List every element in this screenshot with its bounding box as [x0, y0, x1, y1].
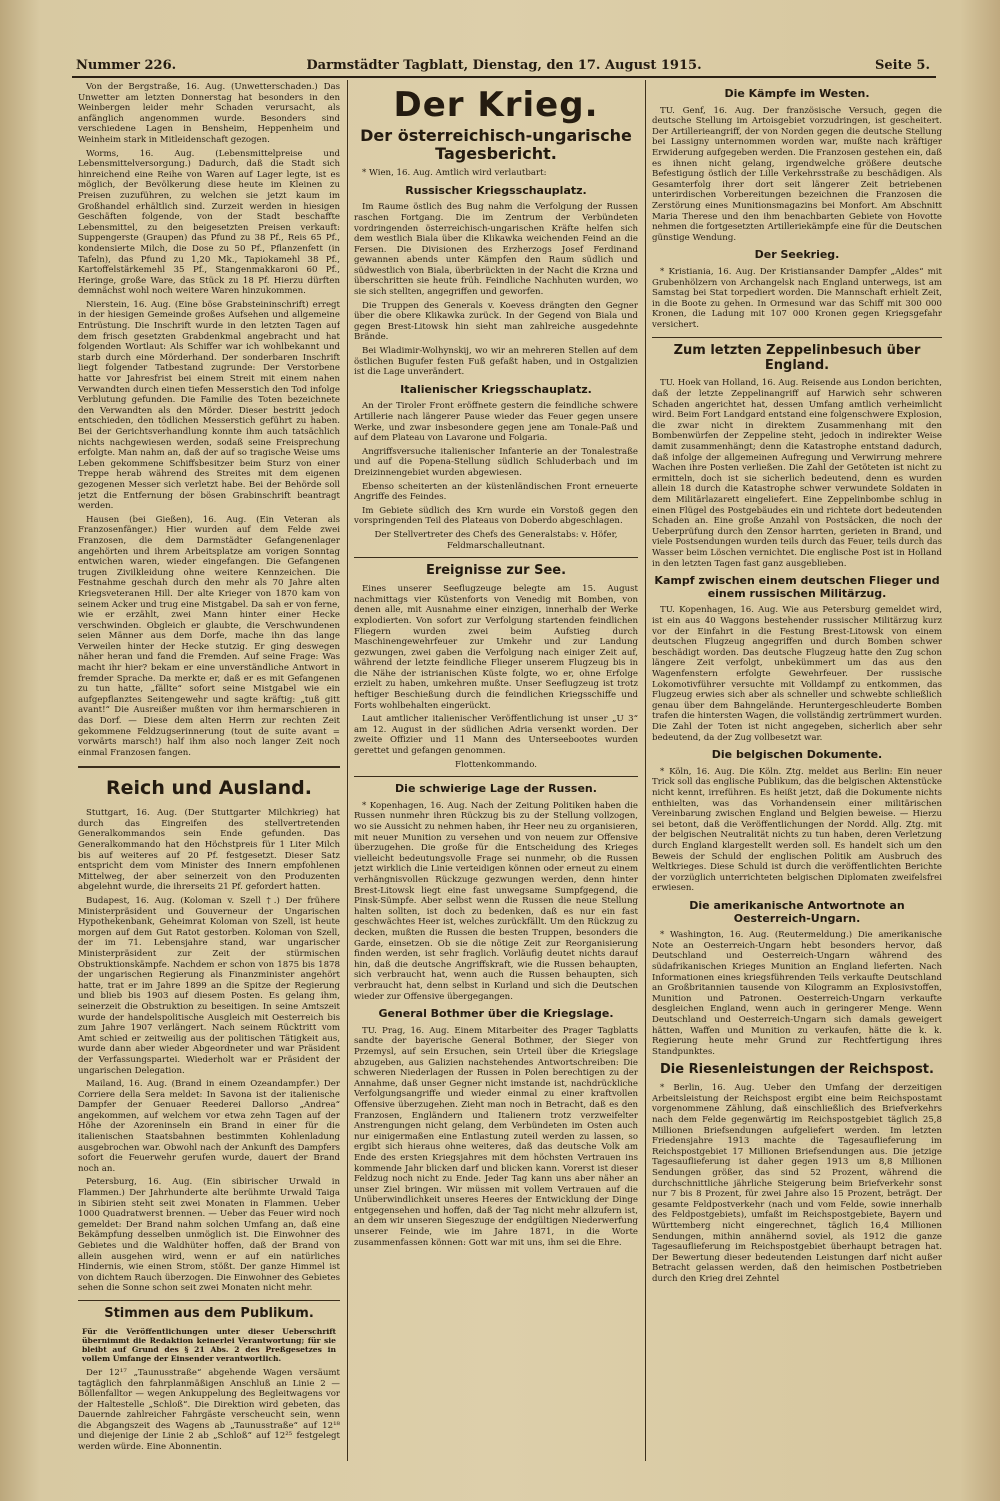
column-rule — [645, 80, 646, 1461]
article-heading: Die Kämpfe im Westen. — [724, 87, 870, 100]
article-heading: General Bothmer über die Kriegslage. — [378, 1007, 614, 1021]
article-paragraph: * Köln, 16. Aug. Die Köln. Ztg. meldet aus Berlin: Ein neuer Trick soll das englische Publikum, das die belgischen Aktenstücke nicht kennt, irreführen. Es heißt jetzt, daß die Dokumente nichts enthielten, was das Vorhandensein einer militärischen Vereinbarung zwischen England und Belgien beweise. — Hierzu sei betont, daß die Veröffentlichungen der Nordd. Allg. Ztg. mit der belgischen Neutralität nichts zu tun haben, deren Verletzung durch England klargestellt werden soll. Es handelt sich um den Beweis der Schuld der englischen Politik am Ausbruch des Weltkrieges. Diese Schuld ist durch die veröffentlichten Berichte der vorzüglich unterrichteten belgischen Diplomaten zweifelsfrei erwiesen. — [652, 766, 942, 894]
article-paragraph: Ebenso scheiterten an der küstenländischen Front erneuerte Angriffe des Feindes. — [354, 481, 638, 503]
article-heading: Zum letzten Zeppelinbesuch über England. — [673, 342, 921, 373]
section-heading: Stimmen aus dem Publikum. — [104, 1305, 314, 1321]
article-paragraph: Eines unserer Seeflugzeuge belegte am 15. August nachmittags vier Küstenforts von Venedig mit Bomben, von denen alle, mit Ausnahme einer einzigen, innerhalb der Werke explodierten. Von sofort zur Verfolgung startenden feindlichen Fliegern wurden zwei beim Aufstieg durch Maschinengewehrfeuer zur Umkehr und zur Landung gezwungen, zwei gaben die Verfolgung nach einiger Zeit auf, während der letzte feindliche Flieger unserem Flugzeug bis in die Nähe der istrianischen Küste folgte, wo er, ohne Erfolge erzielt zu haben, umkehren mußte. Unser Seeflugzeug ist trotz heftiger Beschießung durch die feindlichen Kriegsschiffe und Forts wohlbehalten eingerückt. — [354, 584, 638, 711]
column-left — [78, 82, 340, 1461]
article-paragraph: Laut amtlicher italienischer Veröffentlichung ist unser „U 3“ am 12. August in der südlichen Adria versenkt worden. Der zweite Offizier und 11 Mann des Unterseebootes wurden gerettet und gefangen genommen. — [354, 714, 638, 757]
article-paragraph: * Washington, 16. Aug. (Reutermeldung.) Die amerikanische Note an Oesterreich-Ungarn hebt besonders hervor, daß Deutschland und Oesterreich-Ungarn während des südafrikanischen Krieges Munition an England lieferten. Nach Informationen eines kriegsführenden Teils verkaufte Deutschland an Großbritannien tausende von Kilogramm an Explosivstoffen, Munition und Patronen. Oesterreich-Ungarn verkaufte desgleichen England, wenn auch in geringerer Menge. Wenn Deutschland und Oesterreich-Ungarn sich damals geweigert hätten, Waffen und Munition zu verkaufen, hätte die k. k. Regierung heute mehr Grund zur Rechtfertigung ihres Standpunktes. — [652, 930, 942, 1057]
section-heading: Reich und Ausland. — [106, 777, 312, 800]
article-paragraph: Angriffsversuche italienischer Infanterie an der Tonalestraße und auf die Popena-Stellung südlich Schluderbach und im Dreizinnengebiet wurden abgewiesen. — [354, 446, 638, 479]
column-middle — [354, 82, 638, 1461]
section-divider — [354, 557, 638, 558]
section-divider — [652, 337, 942, 338]
subheading: Russischer Kriegsschauplatz. — [405, 183, 587, 197]
article-paragraph: * Wien, 16. Aug. Amtlich wird verlautbart: — [362, 168, 547, 179]
column-rule — [347, 80, 348, 1461]
article-paragraph: * Kopenhagen, 16. Aug. Nach der Zeitung Politiken haben die Russen nunmehr ihren Rückzug bis zu der Stellung vollzogen, wo sie Aussicht zu nehmen haben, ihr Heer neu zu organisieren, mit neuer Munition zu versehen und von neuem zur Offensive überzugehen. Die große für die Entscheidung des Krieges vielleicht bedeutungsvolle Frage sei nunmehr, ob die Russen jetzt wirklich die Linie verteidigen können oder erneut zu einem verhängnisvollen Rückzuge gezwungen werden, denn hinter Brest-Litowsk liegt eine fast unwegsame Sumpfgegend, die Pinsk-Sümpfe. Aber selbst wenn die Russen die neue Stellung halten sollten, ist doch zu bedenken, daß es nur ein fast geschwächtes Heer ist, welches zurückfällt. Um den Rückzug zu decken, mußten die Russen die besten Truppen, besonders die Garde, einsetzen. Ob sie die nötige Zeit zur Reorganisierung finden werden, ist sehr fraglich. Vorläufig deutet nichts darauf hin, daß die deutsche Angriffskraft, wie die Russen behaupten, sich verbraucht hat, wenn auch die Russen behaupten, sich verbraucht hat, denn selbst in Kurland und sich die Deutschen wieder zur Offensive übergegangen. — [354, 800, 638, 1002]
issue-number: Nummer 226. — [76, 58, 177, 73]
article-paragraph: TU. Genf, 16. Aug. Der französische Versuch, gegen die deutsche Stellung im Artoisgebiet vorzudringen, ist gescheitert. Der Artillerieangriff, der von Norden gegen die deutsche Stellung bei Lassigny unternommen worden war, mußte nach kräftiger Erwiderung aufgegeben werden. Die Franzosen gestehen ein, daß es ihnen nicht gelang, irgendwelche größere deutsche Befestigung östlich der Lille Verkehrsstraße zu beschädigen. Als Gesamterfolg ihrer dort seit längerer Zeit betriebenen unterirdischen Vorbereitungen bezeichnen die Franzosen die Zerstörung eines Munitionsmagazins bei Monfort. Am Abschnitt Maria Therese und den ihm benachbarten Gebiete von Hovotte nehmen die fortgesetzten Artilleriekämpfe eine für die Deutschen günstige Wendung. — [652, 105, 942, 243]
article-paragraph: TU. Prag, 16. Aug. Einem Mitarbeiter des Prager Tagblatts sandte der bayerische General Bothmer, der Sieger von Przemysl, auf sein Ersuchen, sein Urteil über die Kriegslage abzugeben, aus Galizien nachstehendes Antwortschreiben: Die schweren Niederlagen der Russen in Polen berechtigen zu der Annahme, daß unser Gegner nicht imstande ist, nachdrückliche Verfolgungsangriffe und wieder einmal zu einer kraftvollen Offensive überzugehen. Zieht man noch in Betracht, daß es den Franzosen, Engländern und Italienern trotz verzweifelter Anstrengungen nicht gelang, dem Verbündeten im Osten auch nur einigermaßen eine Entlastung zuteil werden zu lassen, so ergibt sich hieraus ohne weiteres, daß das deutsche Volk am Ende des ersten Kriegsjahres mit dem höchsten Vertrauen ins kommende Jahr blicken darf und blicken kann. Vorerst ist dieser Feldzug noch nicht zu Ende. Jeder Tag kann uns aber näher an unser Ziel bringen. Wir müssen mit vollem Vertrauen auf die Unüberwindlichkeit unseres Heeres der Entwicklung der Dinge entgegensehen und hoffen, daß der Tag nicht mehr allzufern ist, an dem wir unseren Siegeszuge der endgültigen Niederwerfung unserer Feinde, wie im Jahre 1871, in die Worte zusammenfassen können: Gott war mit uns, ihm sei die Ehre. — [354, 1025, 638, 1248]
signature-line: Flottenkommando. — [454, 759, 537, 770]
article-heading: Kampf zwischen einem deutschen Flieger und einem russischen Militärzug. — [654, 574, 940, 600]
article-paragraph: * Kristiania, 16. Aug. Der Kristiansander Dampfer „Aldes“ mit Grubenhölzern von Archangelsk nach England unterwegs, ist am Samstag bei Stat torpediert worden. Die Mannschaft erhielt Zeit, in die Boote zu gehen. In Ormesund war das Schiff mit 300 000 Kronen, die Ladung mit 107 000 Kronen gegen Kriegsgefahr versichert. — [652, 267, 942, 330]
article-paragraph: TU. Hoek van Holland, 16. Aug. Reisende aus London berichten, daß der letzte Zeppelinangriff auf Harwich sehr schweren Schaden angerichtet hat, dessen Umfang amtlich verheimlicht wird. Beim Fort Landgard entstand eine folgenschwere Explosion, die zwar nicht in direktem Zusammenhang mit den Bombenwürfen der Zeppeline steht, jedoch in indirekter Weise damit zusammenhängt; denn die Katastrophe entstand dadurch, daß infolge der allgemeinen Aufregung und Verwirrung mehrere Wachen ihre Posten verließen. Die Zahl der Getöteten ist nicht zu ermitteln, doch ist sie sicherlich bedeutend, denn es wurden allein 18 durch die Katastrophe schwer verwundete Soldaten in dem Militärlazarett eingeliefert. Eine Zeppelinbombe schlug in einen Flügel des Postgebäudes ein und richtete dort bedeutenden Schaden an. Eine große Anzahl von Postsäcken, die noch der Ueberprüfung durch den Zensor harrten, gerieten in Brand, und viele Postsendungen wurden teils durch das Feuer, teils durch das Wasser beim Löschen vernichtet. Die englische Post ist in Holland in den letzten Tagen fast ganz ausgeblieben. — [652, 378, 942, 569]
article-paragraph: Stuttgart, 16. Aug. (Der Stuttgarter Milchkrieg) hat durch das Eingreifen des stellvertretenden Generalkommandos sein Ende gefunden. Das Generalkommando hat den Höchstpreis für 1 Liter Milch bis auf weiteres auf 20 Pf. festgesetzt. Dieser Satz entspricht dem vom Minister des Innern empfohlenen Mittelweg, der aber seinerzeit von den Produzenten abgelehnt wurde, die ihrerseits 21 Pf. gefordert hatten. — [78, 808, 340, 893]
article-heading: Die schwierige Lage der Russen. — [395, 782, 597, 796]
masthead-title: Darmstädter Tagblatt, Dienstag, den 17. August 1915. — [306, 58, 702, 73]
article-heading: Die belgischen Dokumente. — [711, 748, 883, 762]
editorial-note: Für die Veröffentlichungen unter dieser Ueberschrift übernimmt die Redaktion keinerlei Verantwortung; für sie bleibt auf Grund des § 21 Abs. 2 des Preßgesetzes in vollem Umfange der Einsender verantwortlich. — [82, 1326, 336, 1363]
subheading: Italienischer Kriegsschauplatz. — [400, 382, 592, 396]
article-paragraph: Budapest, 16. Aug. (Koloman v. Szell †.) Der frühere Ministerpräsident und Gouverneur der Ungarischen Hypothekenbank, Geheimrat Koloman von Szell, ist heute morgen auf dem Gut Ratot gestorben. Koloman von Szell, der im 71. Lebensjahre stand, war ungarischer Ministerpräsident zur Zeit der stürmischen Obstruktionskämpfe. Nachdem er schon von 1875 bis 1878 der ungarischen Regierung als Finanzminister angehört hatte, trat er im Jahre 1899 an die Spitze der Regierung und blieb bis 1903 auf diesem Posten. Es gelang ihm, seinerzeit die Obstruktion zu beseitigen. In seine Amtszeit wurde der handelspolitische Ausgleich mit Oesterreich bis zum Jahre 1907 verlängert. Nach seinem Rücktritt vom Amt schied er zeitweilig aus der politischen Tätigkeit aus, wurde dann aber wieder Abgeordneter und war Präsident der Verfassungspartei. Wiederholt war er Präsident der ungarischen Delegation. — [78, 896, 340, 1076]
article-paragraph: Petersburg, 16. Aug. (Ein sibirischer Urwald in Flammen.) Der Jahrhunderte alte berühmte Urwald Taiga in Sibirien steht seit zwei Monaten in Flammen. Ueber 1000 Quadratwerst brennen. — Ueber das Feuer wird noch gemeldet: Der Brand nahm solchen Umfang an, daß eine Bekämpfung desselben unmöglich ist. Die Einwohner des Gebietes und die Waldhüter hoffen, daß der Brand von allein ausgehen wird, wenn er auf ein natürliches Hindernis, wie einen Strom, stößt. Der ganze Himmel ist von dichtem Rauch überzogen. Die Einwohner des Gebietes sehen die Sonne schon seit zwei Monaten nicht mehr. — [78, 1177, 340, 1294]
article-paragraph: Von der Bergstraße, 16. Aug. (Unwetterschaden.) Das Unwetter am letzten Donnerstag hat besonders in den Weinbergen leider mehr Schaden verursacht, als anfänglich angenommen wurde. Besonders sind verschiedene Lagen in Bensheim, Heppenheim und Weinheim stark in Mitleidenschaft gezogen. — [78, 82, 340, 145]
article-heading: Die amerikanische Antwortnote an Oesterreich-Ungarn. — [689, 898, 905, 925]
article-paragraph: * Berlin, 16. Aug. Ueber den Umfang der derzeitigen Arbeitsleistung der Reichspost ergibt eine beim Reichspostamt vorgenommene Zählung, daß einschließlich des Briefverkehrs nach dem Felde gegenwärtig im Reichspostgebiet täglich 25,8 Millionen Briefsendungen aufgeliefert werden. Im letzten Friedensjahre 1913 machte die Tagesauflieferung im Reichspostgebiet 17 Millionen Briefsendungen aus. Die jetzige Tagesauflieferung ist daher gegen 1913 um 8,8 Millionen Sendungen größer, das sind 52 Prozent, während die durchschnittliche jährliche Steigerung beim Briefverkehr sonst nur 7 bis 8 Prozent, für zwei Jahre also 15 Prozent, beträgt. Der gesamte Feldpostverkehr (nach und vom Felde, sowie innerhalb des Feldpostgebiets), umfaßt im Reichspostgebiete, Bayern und Württemberg nicht eingerechnet, täglich 16,4 Millionen Sendungen, mithin annähernd soviel, als 1912 die ganze Tagesauflieferung im Reichspostgebiet überhaupt betragen hat. Der Bewertung dieser bedeutenden Leistungen darf nicht außer Betracht gelassen werden, daß den heimischen Postbetrieben durch den Krieg drei Zehntel — [652, 1083, 942, 1284]
signature-line: Der Stellvertreter des Chefs des Generalstabs: v. Höfer, Feldmarschalleutnant. — [374, 530, 618, 551]
article-paragraph: Worms, 16. Aug. (Lebensmittelpreise und Lebensmittelversorgung.) Dadurch, daß die Stadt sich hinreichend eine Reihe von Waren auf Lager legte, ist es möglich, der Bevölkerung diese heute im Kleinen zu Preisen zuzuführen, zu welchen sie jetzt kaum im Großhandel erhältlich sind. Zurzeit werden in hiesigen Geschäften folgende, von der Stadt beschaffte Lebensmittel, zu den beigesetzten Preisen verkauft: Suppengerste (Graupen) das Pfund zu 38 Pf., Reis 65 Pf., kondensierte Milch, die Dose zu 50 Pf., Pflanzenfett (in Tafeln), das Pfund zu 1,20 Mk., Tapiokamehl 38 Pf., Kartoffelstärkemehl 35 Pf., Stangenmakkaroni 60 Pf., Heringe, große Ware, das Stück zu 18 Pf. Hierzu dürften demnächst wohl noch weitere Waren hinzukommen. — [78, 148, 340, 297]
article-paragraph: Nierstein, 16. Aug. (Eine böse Grabsteininschrift) erregt in der hiesigen Gemeinde großes Aufsehen und allgemeine Entrüstung. Die Inschrift wurde in den letzten Tagen auf dem frisch gesetzten Grabdenkmal angebracht und hat folgenden Wortlaut: Als Schiffer war ich wohlbekannt und starb durch eine Mörderhand. Der sonderbaren Inschrift liegt folgender Tatbestand zugrunde: Der Verstorbene hatte vor Jahresfrist bei einem Streit mit einem nahen Verwandten durch einen tiefen Messerstich den Tod infolge Verblutung gefunden. Die Familie des Toten bezeichnete den Verwandten als den Mörder. Dieser bestritt jedoch entschieden, den tödlichen Messerstich geführt zu haben. Bei der Gerichtsverhandlung konnte ihm auch tatsächlich nichts nachgewiesen werden, sodaß seine Freisprechung erfolgte. Man nahm an, daß der auf so tragische Weise ums Leben gekommene Schiffsbesitzer beim Sturz von einer Treppe herab während des Streites mit dem eigenen gezogenen Messer sich verletzt habe. Bei der Behörde soll jetzt die Entfernung der bösen Grabinschrift beantragt werden. — [78, 299, 340, 512]
section-divider — [78, 766, 340, 768]
article-paragraph: Im Raume östlich des Bug nahm die Verfolgung der Russen raschen Fortgang. Die im Zentrum der Verbündeten vordringenden österreichisch-ungarischen Kräfte helfen sich dem westlich Biala über die Klikawka weichenden Feind an die Fersen. Die Divisionen des Erzherzogs Josef Ferdinand gewannen abends unter Kämpfen den Raum südlich und südwestlich von Biala, überbrückten in der Nacht die Krzna und überschritten sie heute früh. Feindliche Nachhuten wurden, wo sie sich stellten, angegriffen und geworfen. — [354, 202, 638, 298]
article-paragraph: An der Tiroler Front eröffnete gestern die feindliche schwere Artillerie nach längerer Pause wieder das Feuer gegen unsere Werke, und zwar insbesondere gegen jene am Tonale-Paß und auf dem Plateau von Lavarone und Folgaria. — [354, 401, 638, 444]
article-heading: Die Riesenleistungen der Reichspost. — [660, 1062, 934, 1078]
article-heading: Der österreichisch-ungarische Tagesbericht. — [360, 126, 632, 164]
column-right — [652, 82, 942, 1461]
article-paragraph: Mailand, 16. Aug. (Brand in einem Ozeandampfer.) Der Corriere della Sera meldet: In Savona ist der italienische Dampfer der Genuaer Reederei Dallorso „Andrea“ angekommen, auf welchem vor etwa zehn Tagen auf der Höhe der Azoreninseln ein Brand in einer für die italienischen Staatsbahnen bestimmten Kohlenladung ausgebrochen war. Obwohl nach der Ankunft des Dampfers sofort die Feuerwehr gerufen wurde, dauert der Brand noch an. — [78, 1079, 340, 1174]
article-paragraph: Hausen (bei Gießen), 16. Aug. (Ein Veteran als Franzosenfänger.) Hier wurden auf dem Felde zwei Franzosen, die dem Darmstädter Gefangenenlager angehörten und ihrem Arbeitsplatze am vorigen Sonntag entwichen waren, wieder eingefangen. Die Gefangenen trugen Zivilkleidung ohne weitere Kennzeichen. Die Festnahme geschah durch den mehr als 70 Jahre alten Kriegsveteranen Hill. Der alte Krieger von 1870 kam von seinem Acker und trug eine Mistgabel. Da sah er von ferne, wie er erzählt, zwei Mann hinter einer Hecke verschwinden. Obgleich er glaubte, die Verschwundenen seien Männer aus dem Dorfe, mache ihn das lange Verweilen hinter der Hecke stutzig. Er ging deswegen näher heran und fand die Fremden. Auf seine Frage: Was macht ihr hier? bekam er eine unverständliche Antwort in fremder Sprache. Da merkte er, daß er es mit Gefangenen zu tun hatte, „fällte“ sofort seine Mistgabel wie ein aufgepflanztes Seitengewehr und sagte kräftig: „tuß gitt avant!“ Die Ausreißer mußten vor ihm hermarschieren in das Dorf. — Diese dem alten Herrn zur rechten Zeit gekommene Feldzugserinnerung (tout de suite avant = vorwärts marsch!) half ihm also noch langer Zeit noch einmal Franzosen fangen. — [78, 514, 340, 758]
article-paragraph: Im Gebiete südlich des Krn wurde ein Vorstoß gegen den vorspringenden Teil des Plateaus von Doberdo abgeschlagen. — [354, 505, 638, 527]
article-heading: Ereignisse zur See. — [425, 563, 567, 579]
article-paragraph: Bei Wladimir-Wolhynskij, wo wir an mehreren Stellen auf dem östlichen Bugufer festen Fuß gefaßt haben, und in Ostgalizien ist die Lage unverändert. — [354, 346, 638, 378]
article-paragraph: Die Truppen des Generals v. Koevess drängten den Gegner über die obere Klikawka zurück. In der Gegend von Biala und gegen Brest-Litowsk hin sieht man zahlreiche ausgedehnte Brände. — [354, 300, 638, 343]
page-title: Der Krieg. — [393, 85, 599, 125]
section-divider — [354, 776, 638, 777]
masthead — [72, 54, 936, 78]
section-divider — [78, 1300, 340, 1301]
article-paragraph: Der 12¹⁷ „Taunusstraße“ abgehende Wagen versäumt tagtäglich den fahrplanmäßigen Anschluß an Linie 2 — Böllenfalltor — wegen Ankuppelung des Begleitwagens vor der Haltestelle „Schloß“. Die Direktion wird gebeten, das Dauernde zahlreicher Fahrgäste verscheucht sein, wenn die Abgangszeit des Wagens ab „Taunusstraße“ auf 12¹⁸ und diejenige der Linie 2 ab „Schloß“ auf 12²⁵ festgelegt werden würde. Eine Abonnentin. — [78, 1367, 340, 1453]
article-paragraph: TU. Kopenhagen, 16. Aug. Wie aus Petersburg gemeldet wird, ist ein aus 40 Waggons bestehender russischer Militärzug kurz vor der Einfahrt in die Festung Brest-Litowsk von einem deutschen Flugzeug angegriffen und durch Bomben schwer beschädigt worden. Das deutsche Flugzeug hatte den Zug schon längere Zeit verfolgt, unbekümmert um das aus den Wagenfenstern erfolgte Gewehrfeuer. Der russische Lokomotivführer versuchte mit Volldampf zu entkommen, das Flugzeug erwies sich aber als schneller und schwebte schließlich genau über dem Bahngelände. Heruntergeschleuderte Bomben trafen die hintersten Wagen, die vollständig zertrümmert wurden. Die Zahl der Toten ist nicht angegeben, sicherlich aber sehr bedeutend, da der Zug vollbesetzt war. — [652, 605, 942, 743]
article-heading: Der Seekrieg. — [754, 248, 840, 262]
page-number: Seite 5. — [875, 58, 930, 73]
